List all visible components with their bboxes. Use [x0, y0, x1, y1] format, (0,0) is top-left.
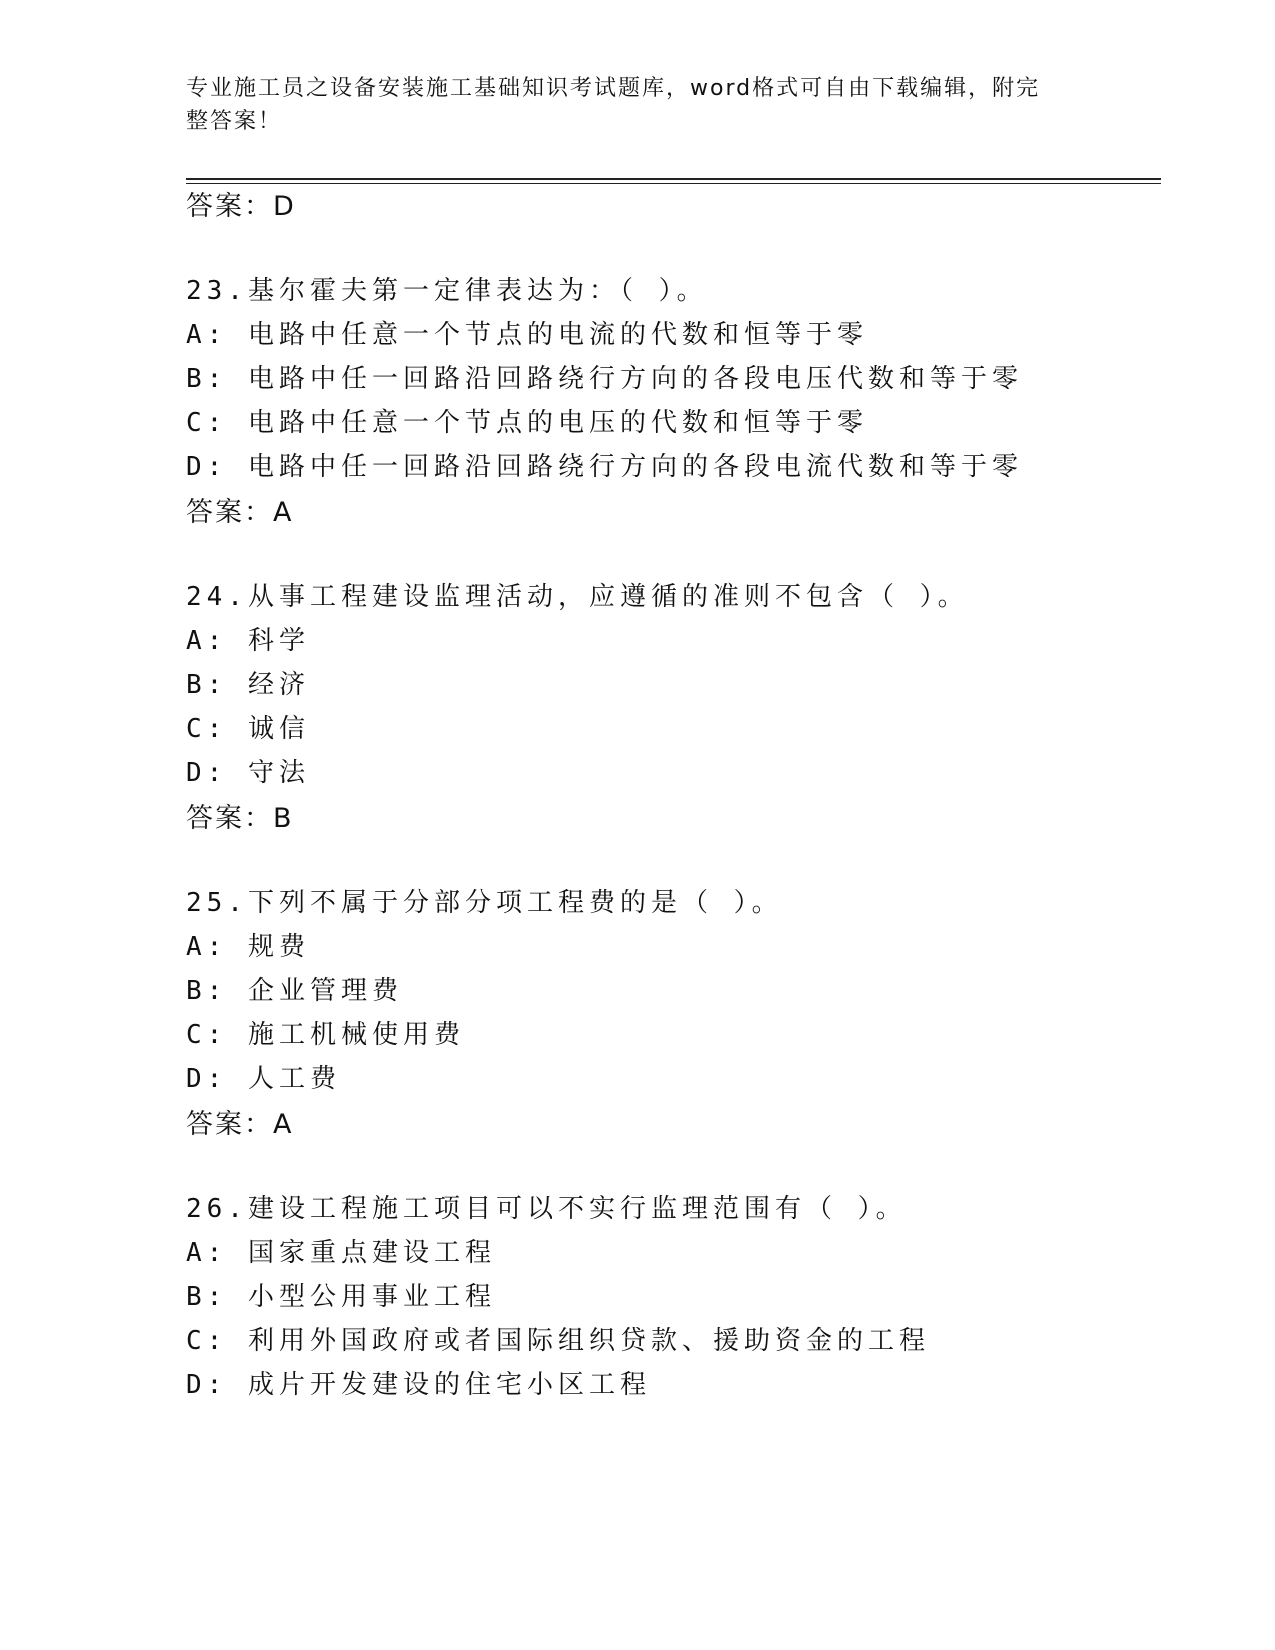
option-b: B: 电路中任一回路沿回路绕行方向的各段电压代数和等于零 [186, 364, 1023, 394]
option-c: C: 诚信 [186, 714, 310, 744]
option-a: A: 国家重点建设工程 [186, 1238, 496, 1268]
header-divider-thick [186, 178, 1161, 180]
option-d: D: 电路中任一回路沿回路绕行方向的各段电流代数和等于零 [186, 452, 1023, 482]
header-line-1: 专业施工员之设备安装施工基础知识考试题库，word格式可自由下载编辑，附完 [186, 76, 1041, 101]
option-c: C: 电路中任意一个节点的电压的代数和恒等于零 [186, 408, 868, 438]
answer-line: 答案：A [186, 1109, 294, 1140]
option-b: B: 企业管理费 [186, 976, 403, 1006]
answer-line: 答案：B [186, 803, 294, 834]
question-stem: 25.下列不属于分部分项工程费的是（ ）。 [186, 888, 783, 918]
option-d: D: 成片开发建设的住宅小区工程 [186, 1370, 651, 1400]
header-line-2: 整答案！ [186, 109, 283, 134]
option-c: C: 利用外国政府或者国际组织贷款、援助资金的工程 [186, 1326, 930, 1356]
question-stem: 24.从事工程建设监理活动，应遵循的准则不包含（ ）。 [186, 582, 969, 612]
question-stem: 23.基尔霍夫第一定律表达为：（ ）。 [186, 276, 708, 306]
option-d: D: 人工费 [186, 1064, 341, 1094]
question-stem: 26.建设工程施工项目可以不实行监理范围有（ ）。 [186, 1194, 907, 1224]
option-a: A: 规费 [186, 932, 310, 962]
header-divider-thin [186, 183, 1161, 184]
option-a: A: 科学 [186, 626, 310, 656]
answer-line: 答案：A [186, 497, 294, 528]
option-d: D: 守法 [186, 758, 310, 788]
option-a: A: 电路中任意一个节点的电流的代数和恒等于零 [186, 320, 868, 350]
document-header [186, 72, 1066, 138]
option-b: B: 经济 [186, 670, 310, 700]
option-b: B: 小型公用事业工程 [186, 1282, 496, 1312]
option-c: C: 施工机械使用费 [186, 1020, 465, 1050]
answer-line: 答案：D [186, 191, 296, 222]
